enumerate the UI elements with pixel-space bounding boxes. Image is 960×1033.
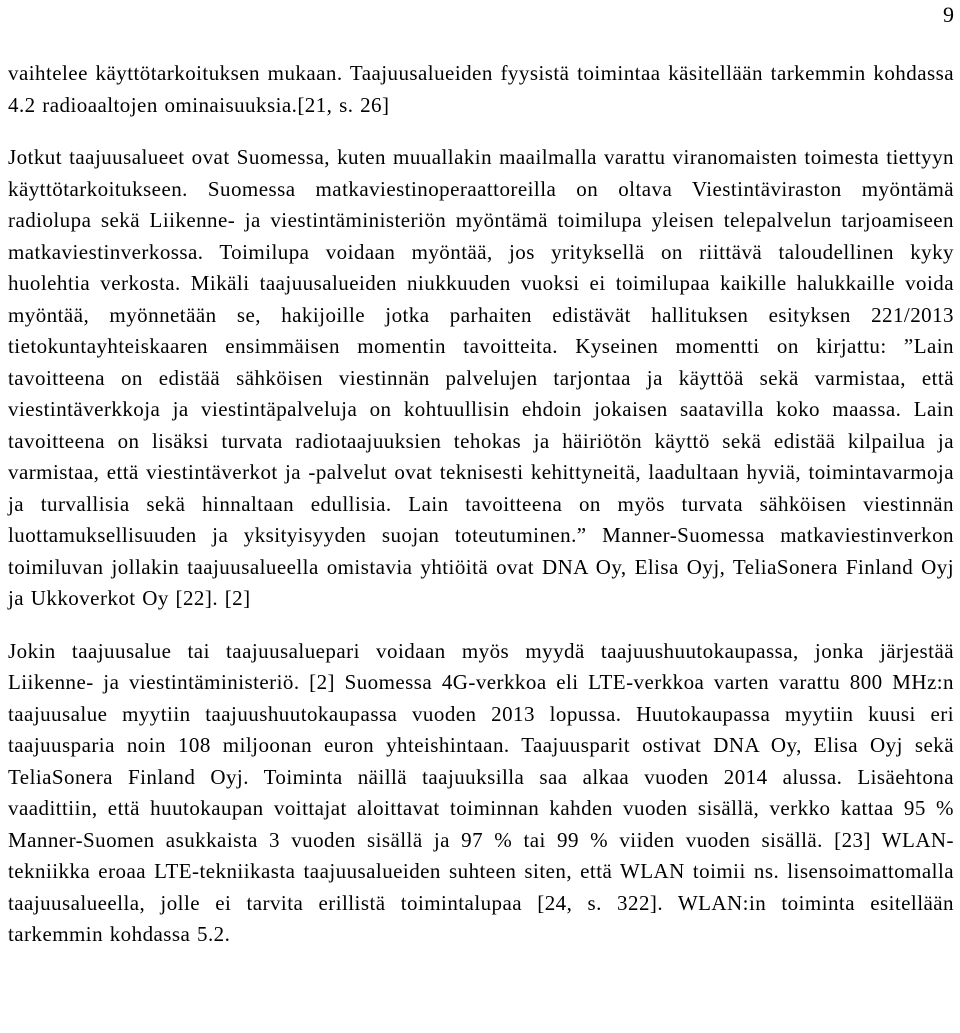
paragraph: Jotkut taajuusalueet ovat Suomessa, kuten muuallakin maailmalla varattu viranomaisten toimesta tiettyyn käyttötarkoitukseen. Suomessa matkaviestinoperaattoreilla on oltava Viestintäviraston myöntämä radiolupa sekä Liikenne- ja viestintäministeriön myöntämä toimilupa yleisen telepalvelun tarjoamiseen matkaviestinverkossa. Toimilupa voidaan myöntää, jos yrityksellä on riittävä taloudellinen kyky huolehtia verkosta. Mikäli taajuusalueiden niukkuuden vuoksi ei toimilupaa kaikille halukkaille voida myöntää, myönnetään se, hakijoille jotka parhaiten edistävät hallituksen esityksen 221/2013 tietokuntayhteiskaaren ensimmäisen momentin tavoitteita. Kyseinen momentti on kirjattu: ”Lain tavoitteena on edistää sähköisen viestinnän palvelujen tarjontaa ja käyttöä sekä varmistaa, että viestintäverkkoja ja viestintäpalveluja on kohtuullisin ehdoin jokaisen saatavilla koko maassa. Lain tavoitteena on lisäksi turvata radiotaajuuksien tehokas ja häiriötön käyttö sekä edistää kilpailua ja varmistaa, että viestintäverkot ja -palvelut ovat teknisesti kehittyneitä, laadultaan hyviä, toimintavarmoja ja turvallisia sekä hinnaltaan edullisia. Lain tavoitteena on myös turvata sähköisen viestinnän luottamuksellisuuden ja yksityisyyden suojan toteutuminen.” Manner-Suomessa matkaviestinverkon toimiluvan jollakin taajuusalueella omistavia yhtiöitä ovat DNA Oy, Elisa Oyj, TeliaSonera Finland Oyj ja Ukkoverkot Oy [22]. [2] xyxy=(8,145,954,610)
paragraph: vaihtelee käyttötarkoituksen mukaan. Taajuusalueiden fyysistä toimintaa käsitellään tarkemmin kohdassa 4.2 radioaaltojen ominaisuuksia.[21, s. 26] xyxy=(8,61,954,117)
body-text xyxy=(8,58,954,951)
paragraph: Jokin taajuusalue tai taajuusaluepari voidaan myös myydä taajuushuutokaupassa, jonka järjestää Liikenne- ja viestintäministeriö. [2] Suomessa 4G-verkkoa eli LTE-verkkoa varten varattu 800 MHz:n taajuusalue myytiin taajuushuutokaupassa vuoden 2013 lopussa. Huutokaupassa myytiin kuusi eri taajuusparia noin 108 miljoonan euron yhteishintaan. Taajuusparit ostivat DNA Oy, Elisa Oyj sekä TeliaSonera Finland Oyj. Toiminta näillä taajuuksilla saa alkaa vuoden 2014 alussa. Lisäehtona vaadittiin, että huutokaupan voittajat aloittavat toiminnan kahden vuoden sisällä, verkko kattaa 95 % Manner-Suomen asukkaista 3 vuoden sisällä ja 97 % tai 99 % viiden vuoden sisällä. [23] WLAN-tekniikka eroaa LTE-tekniikasta taajuusalueiden suhteen siten, että WLAN toimii ns. lisensoimattomalla taajuusalueella, jolle ei tarvita erillistä toimintalupaa [24, s. 322]. WLAN:in toiminta esitellään tarkemmin kohdassa 5.2. xyxy=(8,638,954,946)
page-number: 9 xyxy=(943,2,954,27)
